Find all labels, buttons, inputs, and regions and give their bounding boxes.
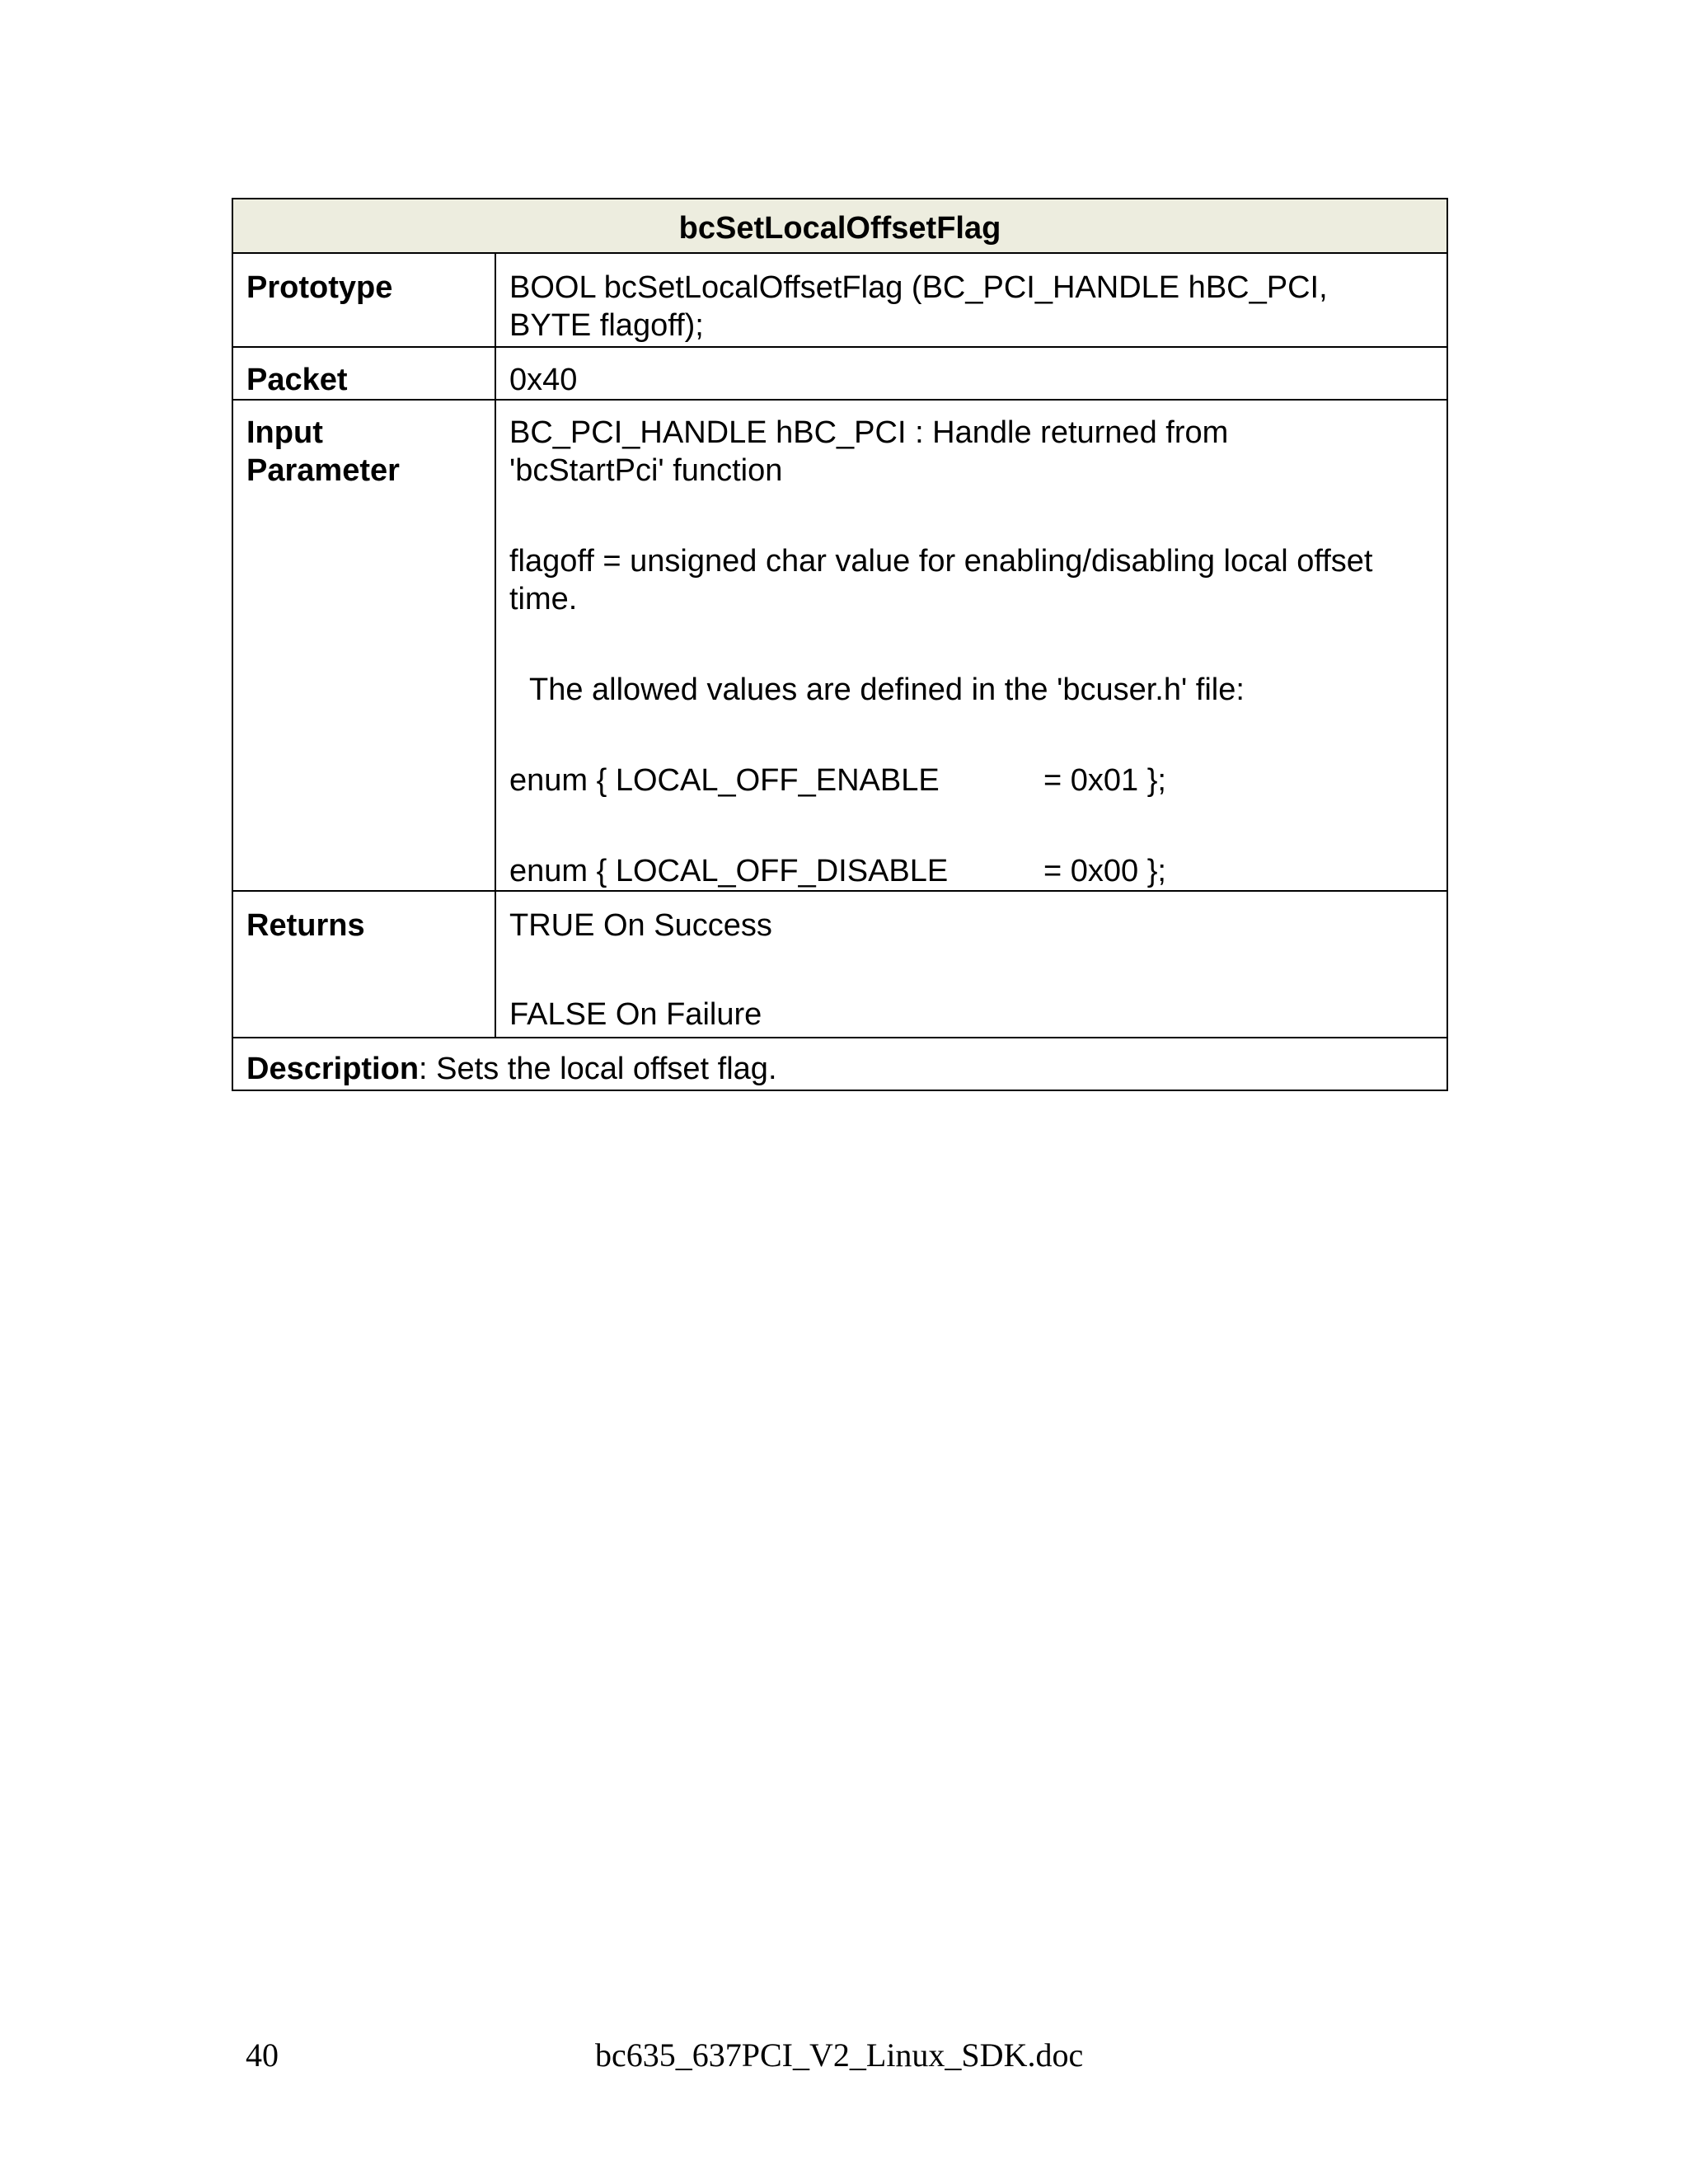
- packet-label: Packet: [232, 347, 495, 400]
- description-cell: [232, 1038, 1447, 1090]
- packet-value: 0x40: [495, 347, 1447, 400]
- description-text: Sets the local offset flag.: [436, 1052, 777, 1086]
- table-title: bcSetLocalOffsetFlag: [232, 199, 1447, 253]
- document-name: bc635_637PCI_V2_Linux_SDK.doc: [595, 2036, 1084, 2074]
- description-label: Description: [246, 1052, 420, 1086]
- function-reference-table: [232, 198, 1448, 1091]
- prototype-label: Prototype: [232, 253, 495, 347]
- enum-enable-line: [509, 762, 1433, 799]
- handle-desc-line-1: BC_PCI_HANDLE hBC_PCI : Handle returned from: [509, 415, 1229, 450]
- enum-enable-value: = 0x01 };: [1043, 763, 1166, 798]
- allowed-values-note: The allowed values are defined in the 'bcuser.h' file:: [529, 673, 1245, 707]
- handle-desc-line-2: 'bcStartPci' function: [509, 453, 783, 488]
- page-number: 40: [246, 2036, 279, 2074]
- returns-label: Returns: [232, 891, 495, 1038]
- prototype-value: [495, 253, 1447, 347]
- table-row: [232, 347, 1447, 400]
- flagoff-desc-line-1: flagoff = unsigned char value for enabling/disabling local offset: [509, 544, 1373, 579]
- returns-success: TRUE On Success: [509, 908, 772, 943]
- table-row: [232, 400, 1447, 891]
- prototype-line-1: BOOL bcSetLocalOffsetFlag (BC_PCI_HANDLE hBC_PCI,: [509, 270, 1328, 305]
- input-label-line-1: Input: [246, 415, 323, 450]
- enum-disable-name: enum { LOCAL_OFF_DISABLE: [509, 854, 949, 888]
- description-separator: :: [419, 1052, 437, 1086]
- returns-failure: FALSE On Failure: [509, 997, 762, 1032]
- input-parameter-value: [495, 400, 1447, 891]
- input-label-line-2: Parameter: [246, 453, 400, 488]
- table-row: [232, 253, 1447, 347]
- prototype-line-2: BYTE flagoff);: [509, 308, 704, 343]
- flagoff-desc-line-2: time.: [509, 582, 578, 616]
- table-row: [232, 891, 1447, 1038]
- enum-disable-line: [509, 852, 1433, 890]
- enum-disable-value: = 0x00 };: [1043, 854, 1166, 888]
- returns-value: [495, 891, 1447, 1038]
- input-parameter-label: [232, 400, 495, 891]
- table-row: [232, 1038, 1447, 1090]
- enum-enable-name: enum { LOCAL_OFF_ENABLE: [509, 763, 940, 798]
